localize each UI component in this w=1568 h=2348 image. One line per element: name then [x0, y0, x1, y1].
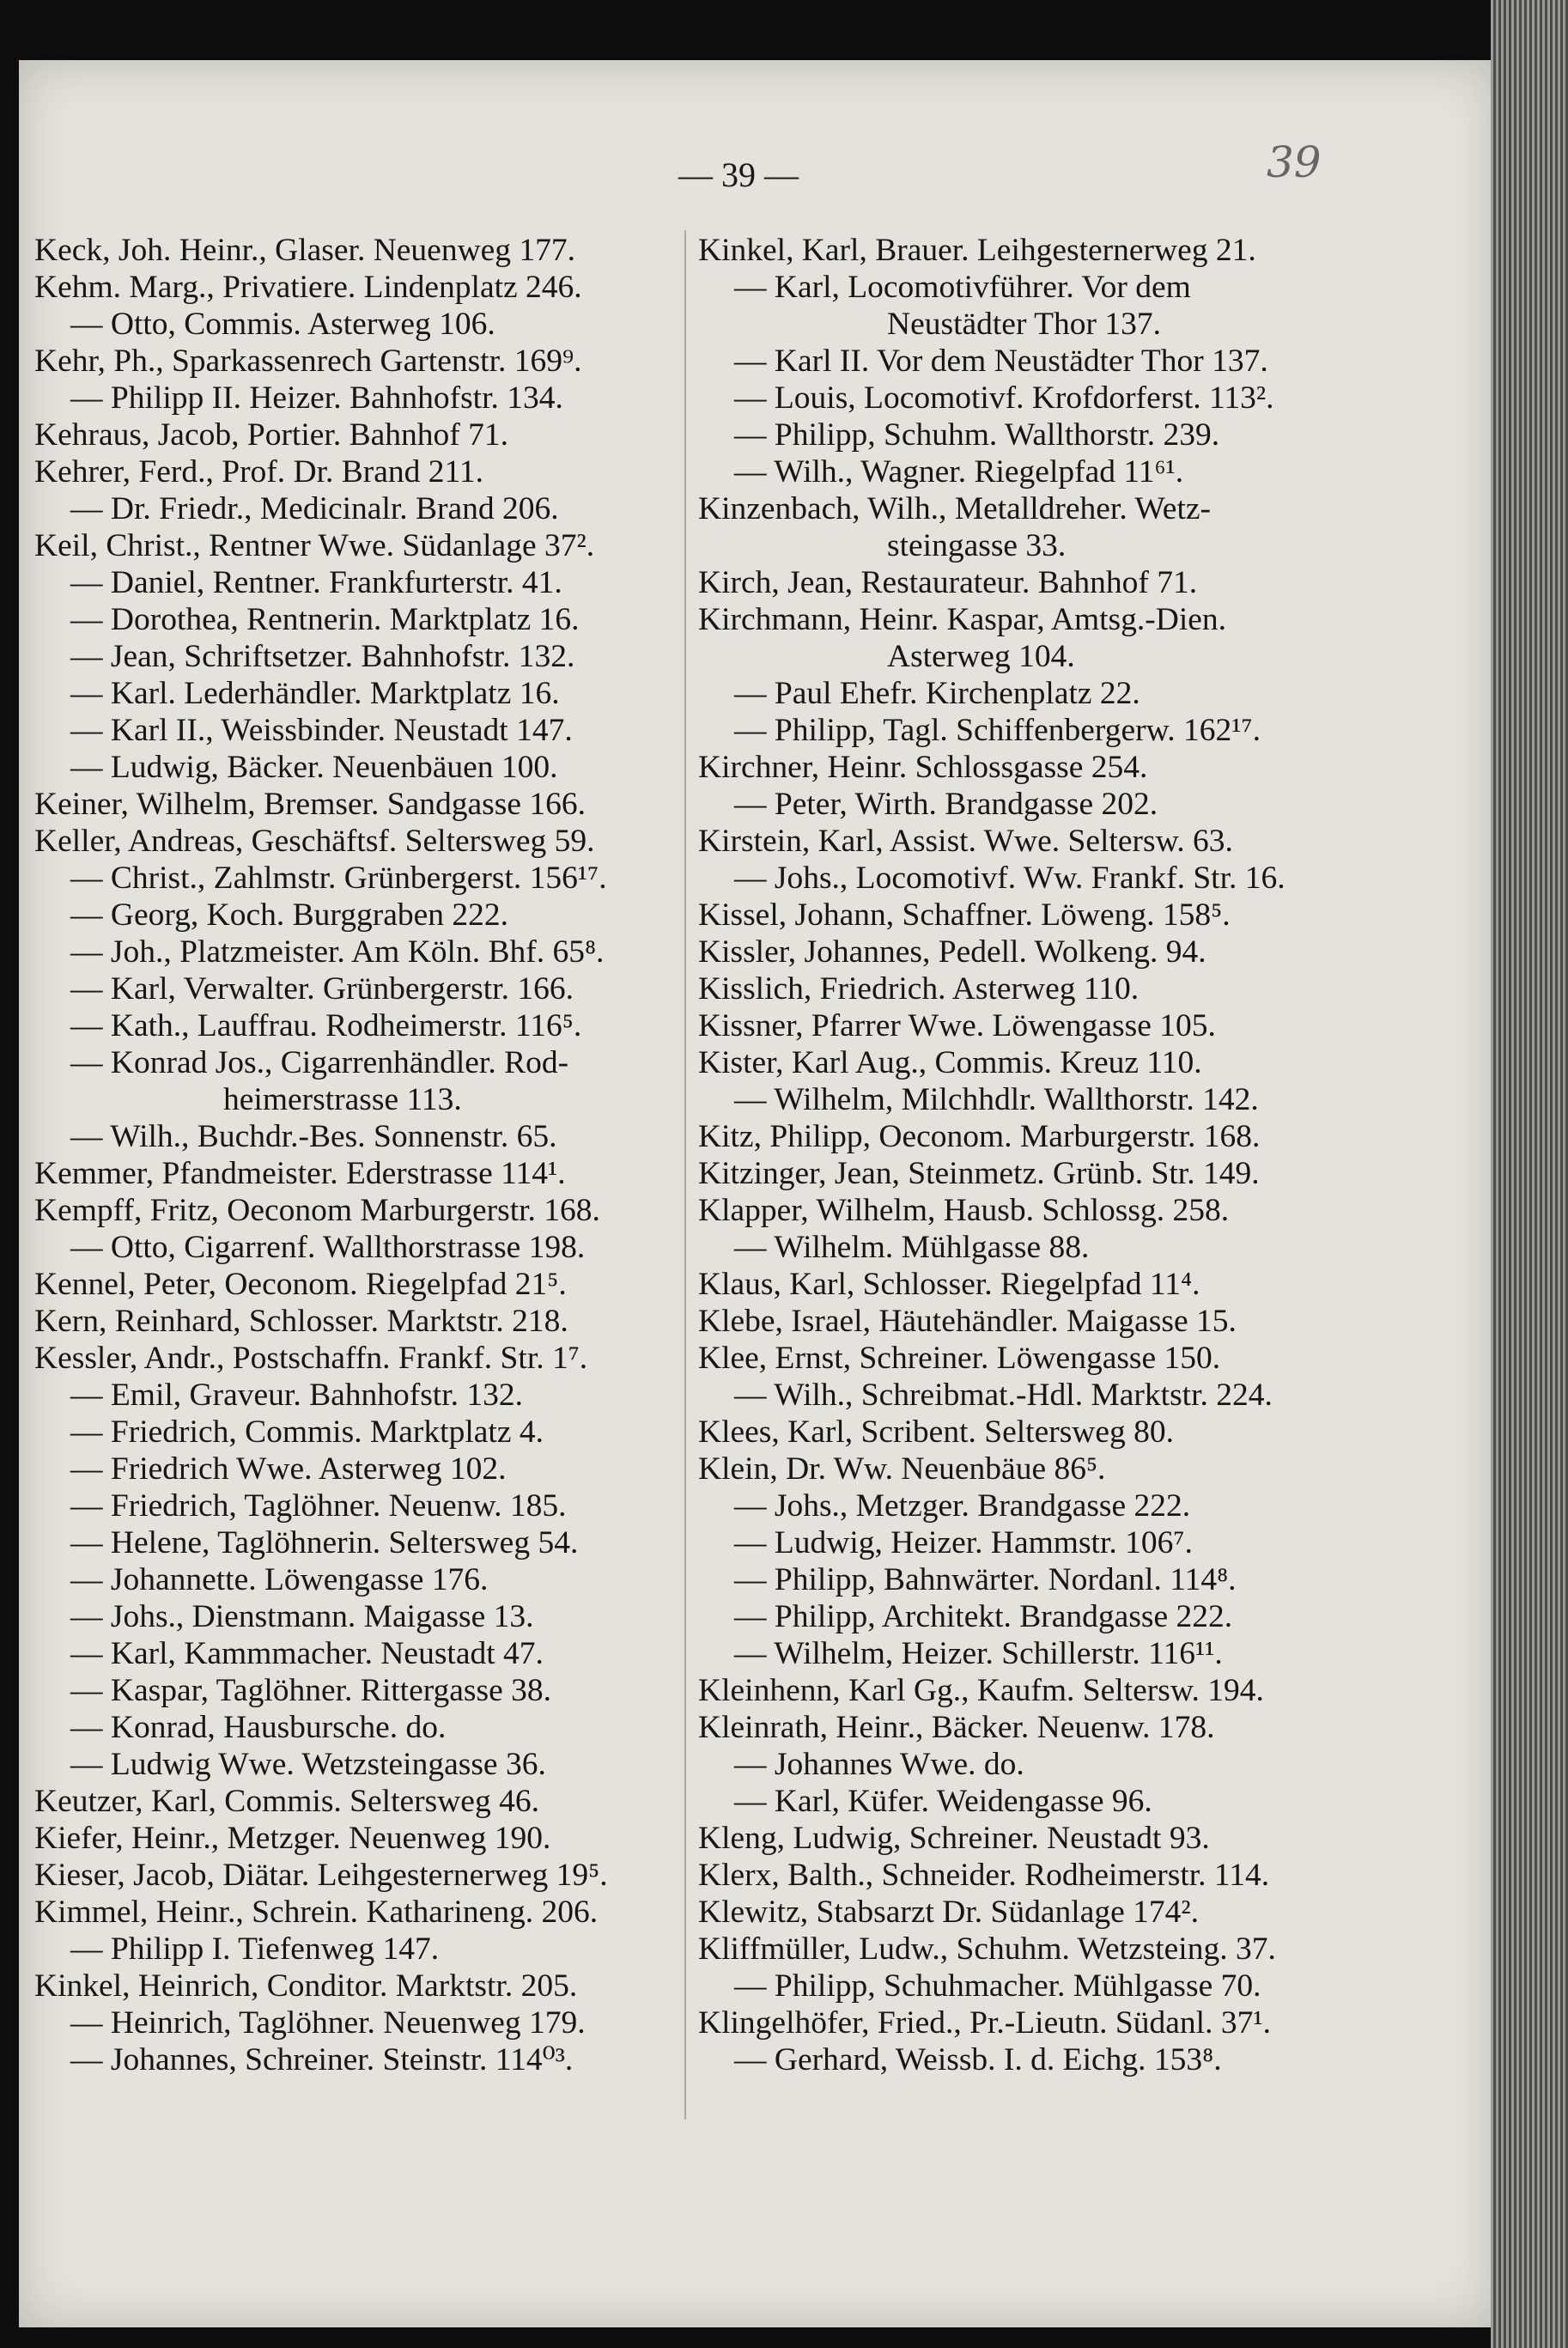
directory-entry: Keutzer, Karl, Commis. Seltersweg 46.	[34, 1784, 539, 1819]
directory-entry: — Gerhard, Weissb. I. d. Eichg. 153⁸.	[734, 2042, 1222, 2077]
directory-entry: — Johannes, Schreiner. Steinstr. 114⁰³.	[70, 2042, 574, 2077]
directory-entry: — Dr. Friedr., Medicinalr. Brand 206.	[70, 491, 559, 526]
page-number: — 39 —	[678, 155, 799, 194]
directory-entry: — Helene, Taglöhnerin. Seltersweg 54.	[70, 1525, 579, 1560]
directory-entry: Keck, Joh. Heinr., Glaser. Neuenweg 177.	[34, 233, 576, 268]
directory-entry: Kitz, Philipp, Oeconom. Marburgerstr. 168.	[698, 1119, 1261, 1154]
directory-entry: — Johs., Metzger. Brandgasse 222.	[734, 1488, 1191, 1524]
directory-entry: — Emil, Graveur. Bahnhofstr. 132.	[70, 1378, 524, 1413]
directory-entry: — Karl, Küfer. Weidengasse 96.	[734, 1784, 1152, 1819]
directory-entry: Kliffmüller, Ludw., Schuhm. Wetzsteing. 37.	[698, 1931, 1276, 1967]
directory-entry: — Philipp, Bahnwärter. Nordanl. 114⁸.	[734, 1562, 1237, 1597]
directory-entry: Kleinhenn, Karl Gg., Kaufm. Seltersw. 194.	[698, 1673, 1264, 1708]
directory-entry: Kehraus, Jacob, Portier. Bahnhof 71.	[34, 417, 508, 453]
directory-entry: Kirstein, Karl, Assist. Wwe. Seltersw. 63.	[698, 824, 1233, 859]
directory-entry: — Louis, Locomotivf. Krofdorferst. 113².	[734, 380, 1274, 416]
directory-entry: Kissler, Johannes, Pedell. Wolkeng. 94.	[698, 934, 1206, 970]
directory-entry: Kleinrath, Heinr., Bäcker. Neuenw. 178.	[698, 1710, 1215, 1745]
directory-entry: — Philipp, Architekt. Brandgasse 222.	[734, 1599, 1233, 1634]
directory-entry: Keller, Andreas, Geschäftsf. Seltersweg 59.	[34, 824, 595, 859]
directory-entry: Kleng, Ludwig, Schreiner. Neustadt 93.	[698, 1821, 1210, 1856]
directory-entry: Kinkel, Karl, Brauer. Leihgesternerweg 21.	[698, 233, 1256, 268]
directory-entry: — Karl, Kammmacher. Neustadt 47.	[70, 1636, 544, 1671]
column-divider	[684, 230, 686, 2120]
left-column	[34, 232, 674, 2078]
directory-entry: — Otto, Commis. Asterweg 106.	[70, 307, 495, 342]
directory-entry: Kisslich, Friedrich. Asterweg 110.	[698, 971, 1140, 1007]
directory-entry: Kinkel, Heinrich, Conditor. Marktstr. 205.	[34, 1968, 578, 2004]
directory-entry: — Kaspar, Taglöhner. Rittergasse 38.	[70, 1673, 552, 1708]
directory-entry: Kieser, Jacob, Diätar. Leihgesternerweg 19⁵.	[34, 1858, 608, 1893]
directory-entry: Kimmel, Heinr., Schrein. Katharineng. 206.	[34, 1895, 599, 1930]
directory-entry: Klerx, Balth., Schneider. Rodheimerstr. 114.	[698, 1858, 1270, 1893]
directory-entry: Kirchner, Heinr. Schlossgasse 254.	[698, 750, 1148, 785]
directory-entry: — Ludwig Wwe. Wetzsteingasse 36.	[70, 1747, 546, 1782]
directory-entry: — Johannes Wwe. do.	[734, 1747, 1024, 1782]
directory-entry: — Ludwig, Bäcker. Neuenbäuen 100.	[70, 750, 558, 785]
directory-entry: Klees, Karl, Scribent. Seltersweg 80.	[698, 1414, 1175, 1450]
directory-entry: Kehrer, Ferd., Prof. Dr. Brand 211.	[34, 454, 484, 490]
directory-entry: — Friedrich Wwe. Asterweg 102.	[70, 1451, 507, 1487]
directory-entry: — Philipp, Tagl. Schiffenbergerw. 162¹⁷.	[734, 713, 1261, 748]
handwritten-page-number: 39	[1267, 137, 1322, 187]
directory-entry: — Konrad Jos., Cigarrenhändler. Rod-	[70, 1045, 569, 1080]
directory-entry: — Wilh., Schreibmat.-Hdl. Marktstr. 224.	[734, 1378, 1273, 1413]
directory-entry: — Johs., Locomotivf. Ww. Frankf. Str. 16.	[734, 861, 1285, 896]
directory-entry: Kinzenbach, Wilh., Metalldreher. Wetz-	[698, 491, 1211, 526]
directory-entry: Kissner, Pfarrer Wwe. Löwengasse 105.	[698, 1008, 1216, 1043]
directory-entry: — Wilh., Wagner. Riegelpfad 11⁶¹.	[734, 454, 1184, 490]
directory-entry: — Wilhelm, Milchhdlr. Wallthorstr. 142.	[734, 1082, 1259, 1117]
directory-entry: — Dorothea, Rentnerin. Marktplatz 16.	[70, 602, 580, 637]
directory-entry: — Johs., Dienstmann. Maigasse 13.	[70, 1599, 534, 1634]
directory-entry: — Philipp I. Tiefenweg 147.	[70, 1931, 440, 1967]
directory-entry: — Peter, Wirth. Brandgasse 202.	[734, 787, 1158, 822]
directory-entry: steingasse 33.	[887, 528, 1067, 563]
directory-entry: — Karl II., Weissbinder. Neustadt 147.	[70, 713, 573, 748]
directory-entry: Asterweg 104.	[887, 639, 1075, 674]
directory-entry: — Karl. Lederhändler. Marktplatz 16.	[70, 676, 560, 711]
directory-entry: — Wilhelm, Heizer. Schillerstr. 116¹¹.	[734, 1636, 1223, 1671]
directory-entry: Klaus, Karl, Schlosser. Riegelpfad 11⁴.	[698, 1267, 1200, 1302]
right-column	[698, 232, 1340, 2078]
directory-entry: — Karl II. Vor dem Neustädter Thor 137.	[734, 344, 1268, 379]
directory-entry: Kissel, Johann, Schaffner. Löweng. 158⁵.	[698, 897, 1231, 933]
directory-entry: heimerstrasse 113.	[223, 1082, 462, 1117]
directory-entry: Keiner, Wilhelm, Bremser. Sandgasse 166.	[34, 787, 586, 822]
directory-entry: Kennel, Peter, Oeconom. Riegelpfad 21⁵.	[34, 1267, 567, 1302]
directory-entry: Kister, Karl Aug., Commis. Kreuz 110.	[698, 1045, 1202, 1080]
directory-entry: Neustädter Thor 137.	[887, 307, 1162, 342]
directory-entry: — Paul Ehefr. Kirchenplatz 22.	[734, 676, 1140, 711]
directory-entry: — Friedrich, Commis. Marktplatz 4.	[70, 1414, 544, 1450]
directory-entry: — Jean, Schriftsetzer. Bahnhofstr. 132.	[70, 639, 575, 674]
directory-entry: — Wilhelm. Mühlgasse 88.	[734, 1230, 1090, 1265]
directory-entry: — Otto, Cigarrenf. Wallthorstrasse 198.	[70, 1230, 586, 1265]
directory-entry: Kessler, Andr., Postschaffn. Frankf. Str. 1⁷.	[34, 1341, 588, 1376]
directory-entry: — Philipp, Schuhm. Wallthorstr. 239.	[734, 417, 1220, 453]
directory-entry: Kehm. Marg., Privatiere. Lindenplatz 246.	[34, 270, 582, 305]
directory-entry: — Daniel, Rentner. Frankfurterstr. 41.	[70, 565, 562, 600]
directory-entry: Keil, Christ., Rentner Wwe. Südanlage 37².	[34, 528, 595, 563]
directory-entry: Klewitz, Stabsarzt Dr. Südanlage 174².	[698, 1895, 1199, 1930]
directory-entry: Kemmer, Pfandmeister. Ederstrasse 114¹.	[34, 1156, 566, 1191]
directory-entry: Kiefer, Heinr., Metzger. Neuenweg 190.	[34, 1821, 551, 1856]
directory-entry: Kirchmann, Heinr. Kaspar, Amtsg.-Dien.	[698, 602, 1227, 637]
directory-entry: Kehr, Ph., Sparkassenrech Gartenstr. 169⁹.	[34, 344, 582, 379]
directory-entry: — Kath., Lauffrau. Rodheimerstr. 116⁵.	[70, 1008, 582, 1043]
directory-entry: Klee, Ernst, Schreiner. Löwengasse 150.	[698, 1341, 1221, 1376]
directory-entry: Klein, Dr. Ww. Neuenbäue 86⁵.	[698, 1451, 1106, 1487]
directory-entry: — Joh., Platzmeister. Am Köln. Bhf. 65⁸.	[70, 934, 605, 970]
directory-entry: — Karl, Verwalter. Grünbergerstr. 166.	[70, 971, 574, 1007]
directory-entry: — Philipp, Schuhmacher. Mühlgasse 70.	[734, 1968, 1261, 2004]
directory-entry: — Karl, Locomotivführer. Vor dem	[734, 270, 1191, 305]
directory-entry: Kirch, Jean, Restaurateur. Bahnhof 71.	[698, 565, 1198, 600]
directory-entry: Klapper, Wilhelm, Hausb. Schlossg. 258.	[698, 1193, 1230, 1228]
directory-entry: — Konrad, Hausbursche. do.	[70, 1710, 447, 1745]
directory-entry: — Ludwig, Heizer. Hammstr. 106⁷.	[734, 1525, 1193, 1560]
directory-entry: — Christ., Zahlmstr. Grünbergerst. 156¹⁷.	[70, 861, 607, 896]
directory-entry: — Friedrich, Taglöhner. Neuenw. 185.	[70, 1488, 567, 1524]
directory-entry: — Johannette. Löwengasse 176.	[70, 1562, 489, 1597]
directory-entry: Kern, Reinhard, Schlosser. Marktstr. 218.	[34, 1304, 568, 1339]
directory-entry: — Philipp II. Heizer. Bahnhofstr. 134.	[70, 380, 563, 416]
directory-entry: Klingelhöfer, Fried., Pr.-Lieutn. Südanl. 37¹.	[698, 2005, 1271, 2041]
directory-entry: — Heinrich, Taglöhner. Neuenweg 179.	[70, 2005, 586, 2041]
directory-entry: Kitzinger, Jean, Steinmetz. Grünb. Str. 149.	[698, 1156, 1260, 1191]
directory-entry: Kempff, Fritz, Oeconom Marburgerstr. 168.	[34, 1193, 600, 1228]
directory-entry: Klebe, Israel, Häutehändler. Maigasse 15.	[698, 1304, 1237, 1339]
page-edges	[1491, 0, 1568, 2348]
directory-entry: — Wilh., Buchdr.-Bes. Sonnenstr. 65.	[70, 1119, 557, 1154]
directory-entry: — Georg, Koch. Burggraben 222.	[70, 897, 508, 933]
